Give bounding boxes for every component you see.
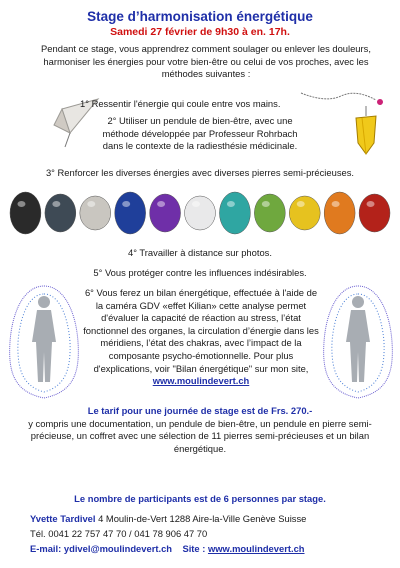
participants-info: Le nombre de participants est de 6 personnes par stage.: [74, 493, 326, 504]
point-3: 3° Renforcer les diverses énergies avec diverses pierres semi-précieuses.: [45, 167, 355, 178]
stone-2: [45, 194, 76, 232]
stone-9: [289, 196, 320, 230]
stone-highlight: [262, 201, 270, 207]
intro-paragraph: Pendant ce stage, vous apprendrez comment soulager ou enlever les douleurs, harmoniser les énergies pour votre bien-être ou celui de vos proches, avec les méthodes suivantes :: [41, 43, 371, 80]
tarif-section: [10, 405, 390, 455]
stone-highlight: [17, 201, 25, 207]
contact-phone: Tél. 0041 22 757 47 70 / 041 78 906 47 70: [30, 528, 208, 539]
tarif-highlight: Le tarif pour une journée de stage est de Frs. 270.-: [87, 405, 313, 416]
site-label: Site :: [182, 543, 206, 554]
stone-4: [115, 192, 146, 234]
event-date: Samedi 27 février de 9h30 à en. 17h.: [110, 26, 290, 38]
point-5: 5° Vous protéger contre les influences indésirables.: [93, 267, 307, 278]
email-label: E-mail:: [30, 543, 62, 554]
contact-address: 4 Moulin-de-Vert 1288 Aire-la-Ville Genève Suisse: [98, 513, 307, 524]
stone-10: [324, 192, 355, 234]
stone-6: [185, 196, 216, 230]
aura-silhouette-right-image: [318, 282, 398, 400]
stones-image: [8, 188, 392, 238]
aura-silhouette-left-image: [4, 282, 84, 400]
page-title: Stage d’harmonisation énergétique: [87, 9, 313, 24]
stone-highlight: [192, 201, 200, 207]
stone-highlight: [367, 201, 375, 207]
stone-5: [150, 194, 181, 232]
stone-7: [219, 192, 250, 234]
email-link[interactable]: ydivel@moulindevert.ch: [63, 543, 173, 554]
stone-highlight: [87, 201, 95, 207]
point-1: 1° Ressentir l'énergie qui coule entre vos mains.: [80, 98, 281, 109]
contact-email-line: [30, 543, 390, 554]
stone-highlight: [332, 201, 340, 207]
site-link[interactable]: www.moulindevert.ch: [207, 543, 305, 554]
stone-highlight: [227, 201, 235, 207]
stone-8: [254, 194, 285, 232]
point-4: 4° Travailler à distance sur photos.: [128, 247, 272, 258]
contact-name: Yvette Tardivel: [30, 513, 96, 524]
stone-highlight: [157, 201, 165, 207]
stone-highlight: [297, 201, 305, 207]
stone-highlight: [122, 201, 130, 207]
website-link[interactable]: www.moulindevert.ch: [152, 375, 250, 387]
stone-highlight: [52, 201, 60, 207]
tarif-details: y compris une documentation, un pendule de bien-être, un pendule en pierre semi-précieuse, un coffret avec une sélection de 11 pierres semi-précieuses et un bilan énergétique.: [28, 417, 372, 454]
stone-11: [359, 194, 390, 232]
stone-1: [10, 192, 41, 234]
contact-address-line: [30, 513, 390, 524]
point-2: 2° Utiliser un pendule de bien-être, avec une méthode développée par Professeur Rohrbach dans le contexte de la radiesthésie médicinale.: [102, 115, 298, 152]
stone-3: [80, 196, 111, 230]
point-6-text: 6° Vous ferez un bilan énergétique, effectuée à l'aide de la caméra GDV «effet Kilian» cette analyse permet d'évaluer la capacité de réaction au stress, l’état fonctionnel des organes, la circulation d’énergie dans les méridiens, l’état des chakras, avec l’impact de la composante psycho-émotionnelle. Pour plus d'explications, voir "Bilan énergétique" sur mon site,: [83, 287, 319, 374]
point-6: [82, 287, 320, 388]
